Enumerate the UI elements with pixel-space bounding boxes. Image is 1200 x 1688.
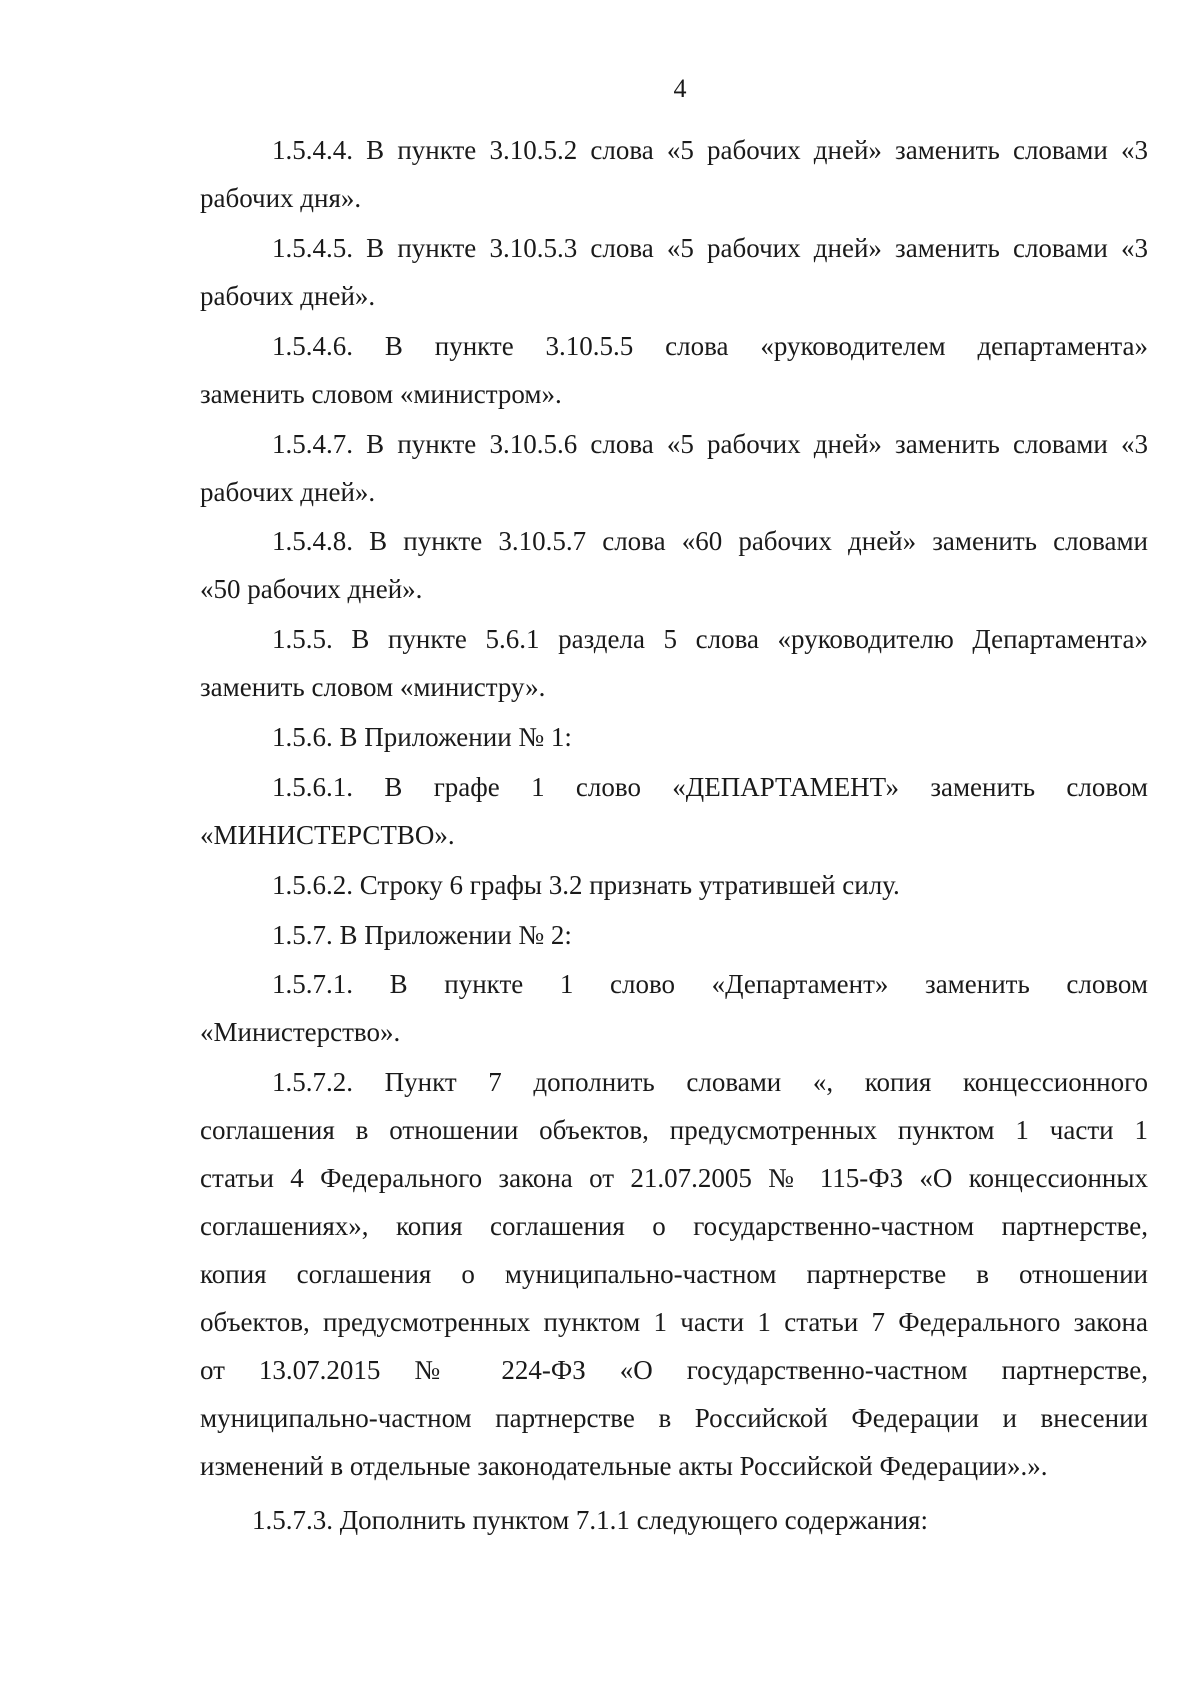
paragraph-line: 1.5.7.1. В пункте 1 слово «Департамент» заменить словом — [272, 969, 1148, 999]
paragraph-line: 1.5.7.3. Дополнить пунктом 7.1.1 следующего содержания: — [252, 1505, 928, 1535]
paragraph-line: 1.5.5. В пункте 5.6.1 раздела 5 слова «руководителю Департамента» — [272, 624, 1148, 654]
paragraph-1-5-4-4 — [200, 126, 1148, 222]
paragraph-line: объектов, предусмотренных пунктом 1 части 1 статьи 7 Федерального закона — [200, 1307, 1148, 1337]
page-number: 4 — [673, 74, 687, 103]
paragraph-line: 1.5.6. В Приложении № 1: — [272, 722, 572, 752]
paragraph-1-5-7-2 — [200, 1058, 1148, 1490]
paragraph-line: 1.5.7.2. Пункт 7 дополнить словами «, копия концессионного — [272, 1067, 1148, 1097]
paragraph-1-5-5 — [200, 615, 1148, 711]
paragraph-line: 1.5.4.7. В пункте 3.10.5.6 слова «5 рабочих дней» заменить словами «3 — [272, 429, 1148, 459]
paragraph-line: от 13.07.2015 № 224-ФЗ «О государственно-частном партнерстве, — [200, 1355, 1148, 1385]
paragraph-line: «Министерство». — [200, 1017, 401, 1047]
paragraph-line: 1.5.4.5. В пункте 3.10.5.3 слова «5 рабочих дней» заменить словами «3 — [272, 233, 1148, 263]
paragraph-1-5-4-7 — [200, 420, 1148, 516]
paragraph-line: соглашениях», копия соглашения о государственно-частном партнерстве, — [200, 1211, 1148, 1241]
paragraph-line: 1.5.6.2. Строку 6 графы 3.2 признать утратившей силу. — [272, 870, 900, 900]
paragraph-line: рабочих дня». — [200, 183, 362, 213]
paragraph-1-5-4-8 — [200, 517, 1148, 613]
paragraph-1-5-4-5 — [200, 224, 1148, 320]
paragraph-1-5-6-2 — [200, 861, 1148, 909]
paragraph-line: 1.5.6.1. В графе 1 слово «ДЕПАРТАМЕНТ» заменить словом — [272, 772, 1148, 802]
paragraph-line: копия соглашения о муниципально-частном партнерстве в отношении — [200, 1259, 1148, 1289]
paragraph-line: соглашения в отношении объектов, предусмотренных пунктом 1 части 1 — [200, 1115, 1148, 1145]
paragraph-line: рабочих дней». — [200, 281, 376, 311]
paragraph-line: муниципально-частном партнерстве в Российской Федерации и внесении — [200, 1403, 1148, 1433]
paragraph-1-5-7 — [200, 911, 1148, 959]
paragraph-1-5-4-6 — [200, 322, 1148, 418]
paragraph-line: рабочих дней». — [200, 477, 376, 507]
paragraph-1-5-7-1 — [200, 960, 1148, 1056]
paragraph-line: 1.5.4.4. В пункте 3.10.5.2 слова «5 рабочих дней» заменить словами «3 — [272, 135, 1148, 165]
paragraph-1-5-6-1 — [200, 763, 1148, 859]
paragraph-line: статьи 4 Федерального закона от 21.07.2005 № 115-ФЗ «О концессионных — [200, 1163, 1148, 1193]
paragraph-line: изменений в отдельные законодательные акты Российской Федерации».». — [200, 1451, 1048, 1481]
paragraph-line: 1.5.4.8. В пункте 3.10.5.7 слова «60 рабочих дней» заменить словами — [272, 526, 1148, 556]
paragraph-line: 1.5.4.6. В пункте 3.10.5.5 слова «руководителем департамента» — [272, 331, 1148, 361]
paragraph-1-5-7-3 — [180, 1496, 1128, 1544]
paragraph-line: заменить словом «министру». — [200, 672, 546, 702]
paragraph-line: 1.5.7. В Приложении № 2: — [272, 920, 572, 950]
paragraph-line: заменить словом «министром». — [200, 379, 562, 409]
paragraph-line: «МИНИСТЕРСТВО». — [200, 820, 455, 850]
paragraph-line: «50 рабочих дней». — [200, 574, 423, 604]
paragraph-1-5-6 — [200, 713, 1148, 761]
